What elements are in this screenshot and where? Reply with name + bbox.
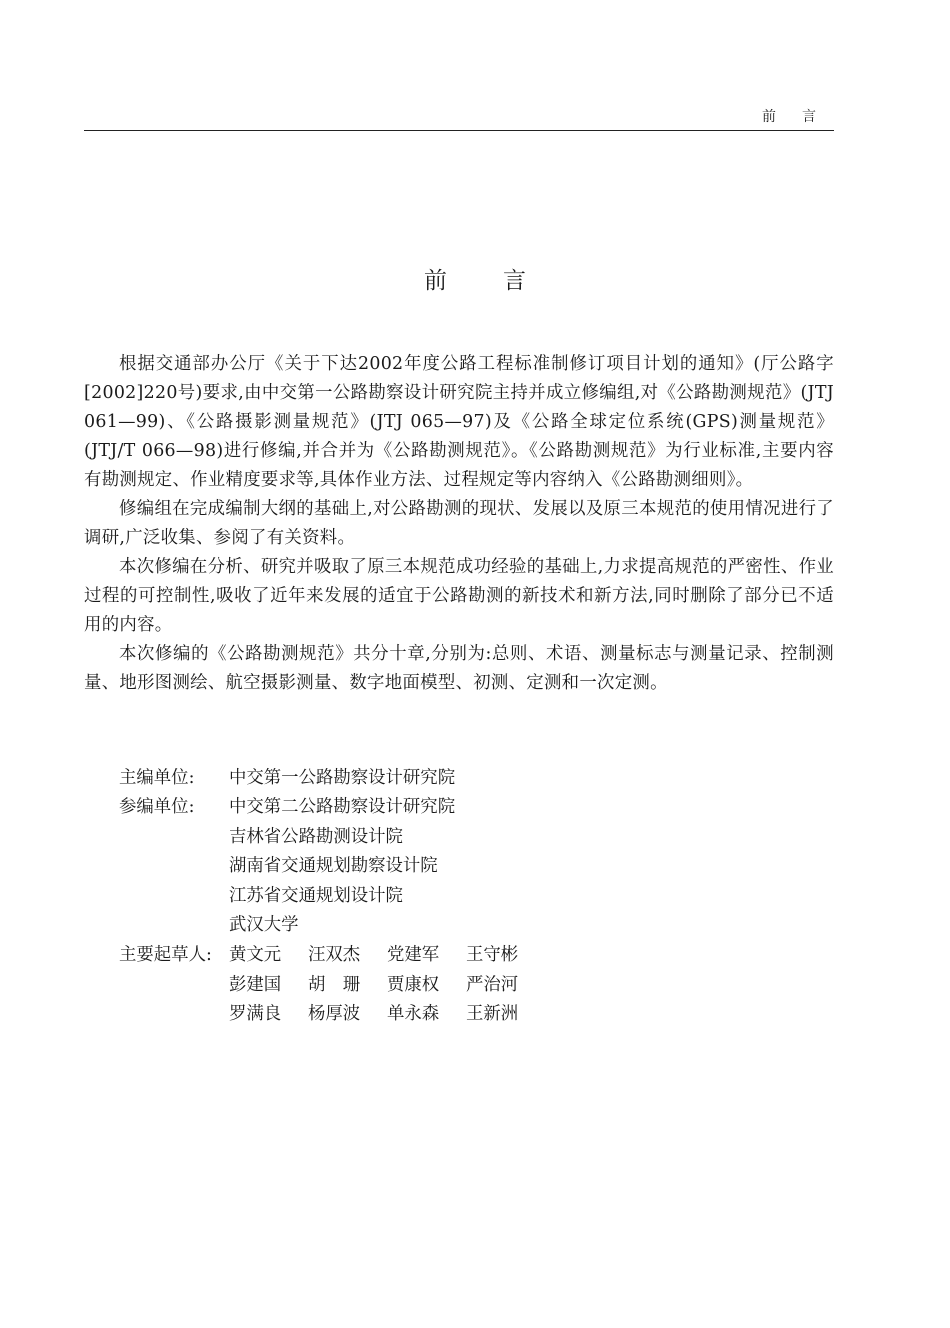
drafter-name: 黄文元 [229,945,282,965]
paragraph: 根据交通部办公厅《关于下达2002年度公路工程标准制修订项目计划的通知》(厅公路字[2002]220号)要求,由中交第一公路勘察设计研究院主持并成立修编组,对《公路勘测规范》(JTJ 061—99)、《公路摄影测量规范》(JTJ 065—97)及《公路全球定位系统(GPS)测量规范》(JTJ/T 066—98)进行修编,并合并为《公路勘测规范》。《公路勘测规范》为行业标准,主要内容有勘测规定、作业精度要求等,具体作业方法、过程规定等内容纳入《公路勘测细则》。 [84,354,834,490]
paragraph: 本次修编在分析、研究并吸取了原三本规范成功经验的基础上,力求提高规范的严密性、作业过程的可控制性,吸收了近年来发展的适宜于公路勘测的新技术和新方法,同时删除了部分已不适用的内容。 [84,557,834,635]
chief-unit-label-text: 主编单位: [119,768,195,788]
drafter-row [119,1000,679,1030]
unit-label-spacer [119,823,229,852]
participant-unit: 中交第二公路勘察设计研究院 [229,797,456,818]
participant-unit-row [119,911,679,940]
paragraph: 修编组在完成编制大纲的基础上,对公路勘测的现状、发展以及原三本规范的使用情况进行了调研,广泛收集、参阅了有关资料。 [84,499,834,548]
drafter-row [119,941,679,971]
drafter-name: 王新洲 [466,1004,519,1025]
drafter-name: 王守彬 [466,945,519,965]
drafter-name: 党建军 [387,945,440,965]
unit-label-spacer [119,911,229,940]
drafter-name: 严治河 [466,974,519,995]
drafter-name: 单永森 [387,1004,440,1025]
drafter-name: 贾康权 [387,974,440,995]
paragraph: 本次修编的《公路勘测规范》共分十章,分别为:总则、术语、测量标志与测量记录、控制测量、地形图测绘、航空摄影测量、数字地面模型、初测、定测和一次定测。 [84,644,834,693]
unit-label-spacer [119,852,229,881]
drafter-name: 汪双杰 [308,945,361,965]
drafter-name: 胡 珊 [308,974,361,995]
drafter-name: 罗满良 [229,1004,282,1025]
participant-unit: 武汉大学 [229,914,299,935]
drafter-row [119,971,679,1001]
participant-unit-row [119,882,679,911]
running-header [84,96,842,131]
page-title: 前言 [424,268,582,294]
participant-unit: 吉林省公路勘测设计院 [229,826,403,847]
drafter-label-spacer [119,971,229,1001]
drafter-name: 彭建国 [229,974,282,995]
participant-unit-row [119,793,679,822]
running-header-title: 前言 [762,109,842,125]
unit-label-spacer [119,882,229,911]
chief-unit: 中交第一公路勘察设计研究院 [229,768,456,788]
editing-units [119,764,679,940]
drafter-label-spacer [119,1000,229,1030]
drafter-name: 杨厚波 [308,1004,361,1025]
participant-unit-row [119,852,679,881]
preface-body [84,350,834,698]
participant-unit-label-text: 参编单位: [119,797,195,818]
participant-unit: 湖南省交通规划勘察设计院 [229,856,438,877]
participant-unit-label [119,793,229,822]
chief-unit-label [119,764,229,793]
participant-unit: 江苏省交通规划设计院 [229,885,403,906]
participant-unit-row [119,823,679,852]
drafters-label: 主要起草人: [119,945,212,965]
chief-unit-row [119,764,679,793]
drafters-list [119,941,679,1030]
